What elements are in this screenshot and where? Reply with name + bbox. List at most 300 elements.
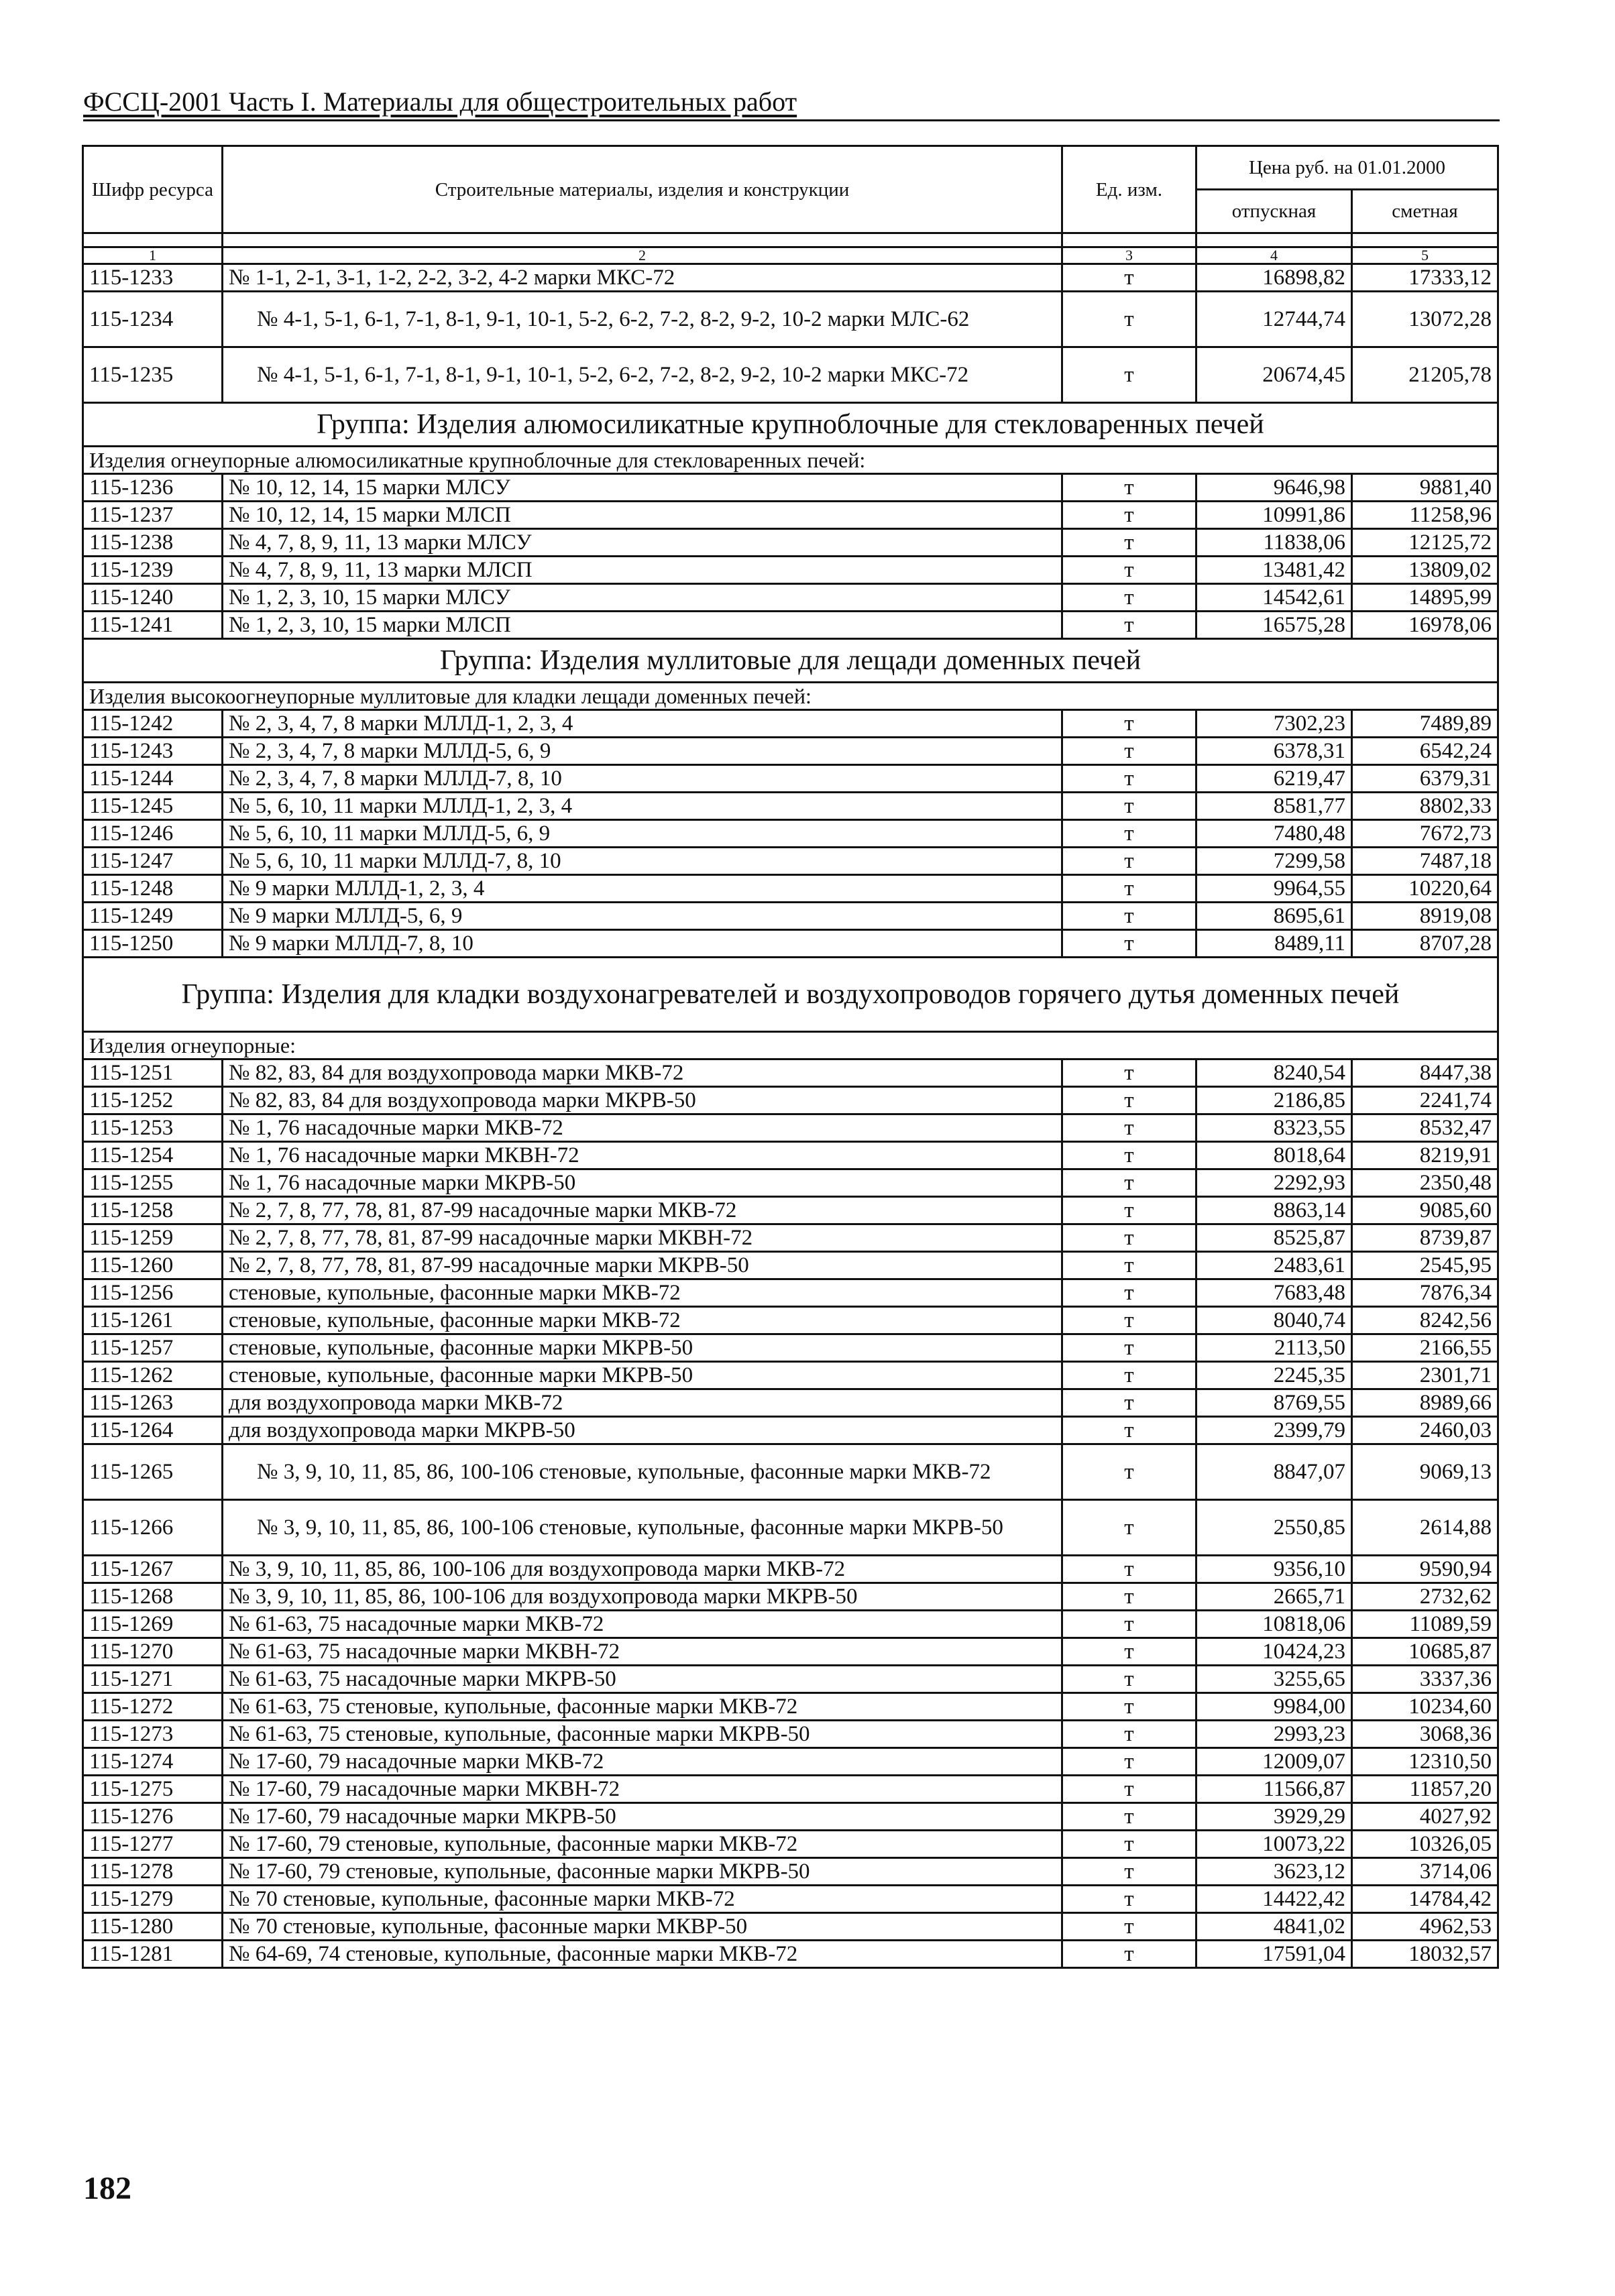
subheading-row — [83, 447, 1498, 474]
unit-of-measure: т — [1062, 710, 1196, 738]
material-name: № 64-69, 74 стеновые, купольные, фасонные марки МКВ-72 — [223, 1941, 1062, 1968]
header-rule — [83, 119, 1500, 121]
material-name: № 82, 83, 84 для воздухопровода марки МКВ-72 — [223, 1059, 1062, 1087]
material-name: для воздухопровода марки МКРВ-50 — [223, 1417, 1062, 1444]
material-name: № 17-60, 79 насадочные марки МКВН-72 — [223, 1776, 1062, 1803]
estimate-price: 7876,34 — [1352, 1279, 1498, 1307]
release-price: 20674,45 — [1196, 347, 1352, 403]
release-price: 7480,48 — [1196, 820, 1352, 848]
resource-code: 115-1240 — [83, 584, 223, 612]
unit-of-measure: т — [1062, 1748, 1196, 1776]
resource-code: 115-1270 — [83, 1638, 223, 1666]
material-name: № 5, 6, 10, 11 марки МЛЛД-5, 6, 9 — [223, 820, 1062, 848]
unit-of-measure: т — [1062, 1252, 1196, 1279]
material-name: № 10, 12, 14, 15 марки МЛСП — [223, 502, 1062, 529]
table-row — [83, 710, 1498, 738]
estimate-price: 10220,64 — [1352, 875, 1498, 903]
estimate-price: 2241,74 — [1352, 1087, 1498, 1114]
estimate-price: 7672,73 — [1352, 820, 1498, 848]
estimate-price: 2460,03 — [1352, 1417, 1498, 1444]
unit-of-measure: т — [1062, 875, 1196, 903]
unit-of-measure: т — [1062, 1059, 1196, 1087]
table-row — [83, 1666, 1498, 1693]
table-row — [83, 1224, 1498, 1252]
material-name: № 10, 12, 14, 15 марки МЛСУ — [223, 474, 1062, 502]
material-name: № 2, 3, 4, 7, 8 марки МЛЛД-5, 6, 9 — [223, 738, 1062, 765]
release-price: 10424,23 — [1196, 1638, 1352, 1666]
release-price: 8323,55 — [1196, 1114, 1352, 1142]
estimate-price: 14895,99 — [1352, 584, 1498, 612]
unit-of-measure: т — [1062, 1941, 1196, 1968]
release-price: 8018,64 — [1196, 1142, 1352, 1169]
price-table — [82, 145, 1499, 1969]
release-price: 8847,07 — [1196, 1444, 1352, 1500]
estimate-price: 11857,20 — [1352, 1776, 1498, 1803]
estimate-price: 8802,33 — [1352, 793, 1498, 820]
unit-of-measure: т — [1062, 930, 1196, 958]
material-name: № 1, 76 насадочные марки МКВ-72 — [223, 1114, 1062, 1142]
unit-of-measure: т — [1062, 1776, 1196, 1803]
col-number: 4 — [1196, 247, 1352, 264]
resource-code: 115-1233 — [83, 264, 223, 292]
estimate-price: 13072,28 — [1352, 292, 1498, 347]
table-row — [83, 1417, 1498, 1444]
material-name: № 1, 76 насадочные марки МКВН-72 — [223, 1142, 1062, 1169]
estimate-price: 12125,72 — [1352, 529, 1498, 557]
table-row — [83, 875, 1498, 903]
unit-of-measure: т — [1062, 1389, 1196, 1417]
resource-code: 115-1242 — [83, 710, 223, 738]
estimate-price: 2545,95 — [1352, 1252, 1498, 1279]
material-name: № 1, 2, 3, 10, 15 марки МЛСП — [223, 612, 1062, 639]
running-header: ФССЦ-2001 Часть I. Материалы для общестроительных работ — [83, 87, 797, 117]
material-name: № 17-60, 79 стеновые, купольные, фасонные марки МКВ-72 — [223, 1831, 1062, 1858]
material-name: № 17-60, 79 насадочные марки МКРВ-50 — [223, 1803, 1062, 1831]
estimate-price: 10685,87 — [1352, 1638, 1498, 1666]
release-price: 2113,50 — [1196, 1334, 1352, 1362]
table-row — [83, 1279, 1498, 1307]
resource-code: 115-1234 — [83, 292, 223, 347]
subheading: Изделия высокоогнеупорные муллитовые для кладки лещади доменных печей: — [83, 683, 1498, 710]
estimate-price: 6379,31 — [1352, 765, 1498, 793]
table-row — [83, 1638, 1498, 1666]
material-name: № 1, 2, 3, 10, 15 марки МЛСУ — [223, 584, 1062, 612]
table-row — [83, 1389, 1498, 1417]
material-name: № 3, 9, 10, 11, 85, 86, 100-106 для воздухопровода марки МКРВ-50 — [223, 1583, 1062, 1611]
material-name: стеновые, купольные, фасонные марки МКВ-72 — [223, 1307, 1062, 1334]
resource-code: 115-1271 — [83, 1666, 223, 1693]
release-price: 16898,82 — [1196, 264, 1352, 292]
table-row — [83, 793, 1498, 820]
material-name: № 61-63, 75 насадочные марки МКРВ-50 — [223, 1666, 1062, 1693]
estimate-price: 2732,62 — [1352, 1583, 1498, 1611]
unit-of-measure: т — [1062, 292, 1196, 347]
estimate-price: 14784,42 — [1352, 1886, 1498, 1913]
estimate-price: 2301,71 — [1352, 1362, 1498, 1389]
unit-of-measure: т — [1062, 765, 1196, 793]
estimate-price: 9590,94 — [1352, 1556, 1498, 1583]
material-name: № 5, 6, 10, 11 марки МЛЛД-7, 8, 10 — [223, 848, 1062, 875]
resource-code: 115-1275 — [83, 1776, 223, 1803]
estimate-price: 10326,05 — [1352, 1831, 1498, 1858]
material-name: № 2, 3, 4, 7, 8 марки МЛЛД-1, 2, 3, 4 — [223, 710, 1062, 738]
unit-of-measure: т — [1062, 1721, 1196, 1748]
unit-of-measure: т — [1062, 1693, 1196, 1721]
table-row — [83, 1611, 1498, 1638]
unit-of-measure: т — [1062, 1583, 1196, 1611]
table-row — [83, 1913, 1498, 1941]
column-numbers-row — [83, 247, 1498, 264]
col-number: 5 — [1352, 247, 1498, 264]
table-row — [83, 1803, 1498, 1831]
resource-code: 115-1244 — [83, 765, 223, 793]
table-row — [83, 1556, 1498, 1583]
unit-of-measure: т — [1062, 584, 1196, 612]
estimate-price: 2166,55 — [1352, 1334, 1498, 1362]
unit-of-measure: т — [1062, 1417, 1196, 1444]
table-row — [83, 848, 1498, 875]
release-price: 4841,02 — [1196, 1913, 1352, 1941]
material-name: № 1-1, 2-1, 3-1, 1-2, 2-2, 3-2, 4-2 марки МКС-72 — [223, 264, 1062, 292]
resource-code: 115-1267 — [83, 1556, 223, 1583]
resource-code: 115-1280 — [83, 1913, 223, 1941]
resource-code: 115-1259 — [83, 1224, 223, 1252]
estimate-price: 2350,48 — [1352, 1169, 1498, 1197]
table-row — [83, 612, 1498, 639]
release-price: 12009,07 — [1196, 1748, 1352, 1776]
release-price: 8525,87 — [1196, 1224, 1352, 1252]
estimate-price: 11258,96 — [1352, 502, 1498, 529]
group-row — [83, 403, 1498, 447]
col-number: 3 — [1062, 247, 1196, 264]
group-row — [83, 958, 1498, 1032]
table-row — [83, 1307, 1498, 1334]
release-price: 9646,98 — [1196, 474, 1352, 502]
release-price: 3255,65 — [1196, 1666, 1352, 1693]
resource-code: 115-1260 — [83, 1252, 223, 1279]
resource-code: 115-1278 — [83, 1858, 223, 1886]
resource-code: 115-1248 — [83, 875, 223, 903]
material-name: № 2, 3, 4, 7, 8 марки МЛЛД-7, 8, 10 — [223, 765, 1062, 793]
resource-code: 115-1261 — [83, 1307, 223, 1334]
resource-code: 115-1276 — [83, 1803, 223, 1831]
material-name: № 2, 7, 8, 77, 78, 81, 87-99 насадочные марки МКВ-72 — [223, 1197, 1062, 1224]
estimate-price: 2614,88 — [1352, 1500, 1498, 1556]
resource-code: 115-1247 — [83, 848, 223, 875]
col-header-release: отпускная — [1196, 190, 1352, 233]
release-price: 9964,55 — [1196, 875, 1352, 903]
material-name: № 4-1, 5-1, 6-1, 7-1, 8-1, 9-1, 10-1, 5-2, 6-2, 7-2, 8-2, 9-2, 10-2 марки МЛС-62 — [223, 292, 1062, 347]
unit-of-measure: т — [1062, 1197, 1196, 1224]
release-price: 3929,29 — [1196, 1803, 1352, 1831]
release-price: 6378,31 — [1196, 738, 1352, 765]
material-name: стеновые, купольные, фасонные марки МКВ-72 — [223, 1279, 1062, 1307]
resource-code: 115-1252 — [83, 1087, 223, 1114]
table-row — [83, 1444, 1498, 1500]
unit-of-measure: т — [1062, 1803, 1196, 1831]
resource-code: 115-1249 — [83, 903, 223, 930]
estimate-price: 9069,13 — [1352, 1444, 1498, 1500]
resource-code: 115-1274 — [83, 1748, 223, 1776]
table-row — [83, 1059, 1498, 1087]
unit-of-measure: т — [1062, 347, 1196, 403]
table-row — [83, 264, 1498, 292]
table-row — [83, 1142, 1498, 1169]
table-body — [83, 264, 1498, 1968]
release-price: 8489,11 — [1196, 930, 1352, 958]
table-row — [83, 557, 1498, 584]
table-row — [83, 529, 1498, 557]
release-price: 10991,86 — [1196, 502, 1352, 529]
estimate-price: 4027,92 — [1352, 1803, 1498, 1831]
resource-code: 115-1266 — [83, 1500, 223, 1556]
release-price: 7299,58 — [1196, 848, 1352, 875]
resource-code: 115-1254 — [83, 1142, 223, 1169]
release-price: 16575,28 — [1196, 612, 1352, 639]
resource-code: 115-1258 — [83, 1197, 223, 1224]
release-price: 8040,74 — [1196, 1307, 1352, 1334]
release-price: 13481,42 — [1196, 557, 1352, 584]
resource-code: 115-1273 — [83, 1721, 223, 1748]
release-price: 2993,23 — [1196, 1721, 1352, 1748]
unit-of-measure: т — [1062, 1279, 1196, 1307]
release-price: 2292,93 — [1196, 1169, 1352, 1197]
table-row — [83, 1721, 1498, 1748]
resource-code: 115-1235 — [83, 347, 223, 403]
table-row — [83, 474, 1498, 502]
table-row — [83, 1362, 1498, 1389]
estimate-price: 9881,40 — [1352, 474, 1498, 502]
material-name: № 5, 6, 10, 11 марки МЛЛД-1, 2, 3, 4 — [223, 793, 1062, 820]
release-price: 9356,10 — [1196, 1556, 1352, 1583]
material-name: № 3, 9, 10, 11, 85, 86, 100-106 для воздухопровода марки МКВ-72 — [223, 1556, 1062, 1583]
unit-of-measure: т — [1062, 557, 1196, 584]
subheading: Изделия огнеупорные алюмосиликатные крупноблочные для стекловаренных печей: — [83, 447, 1498, 474]
resource-code: 115-1251 — [83, 1059, 223, 1087]
material-name: № 4, 7, 8, 9, 11, 13 марки МЛСУ — [223, 529, 1062, 557]
unit-of-measure: т — [1062, 793, 1196, 820]
estimate-price: 13809,02 — [1352, 557, 1498, 584]
table-row — [83, 1169, 1498, 1197]
col-number: 2 — [223, 247, 1062, 264]
unit-of-measure: т — [1062, 1913, 1196, 1941]
material-name: № 82, 83, 84 для воздухопровода марки МКРВ-50 — [223, 1087, 1062, 1114]
release-price: 14542,61 — [1196, 584, 1352, 612]
resource-code: 115-1277 — [83, 1831, 223, 1858]
estimate-price: 21205,78 — [1352, 347, 1498, 403]
release-price: 17591,04 — [1196, 1941, 1352, 1968]
material-name: № 61-63, 75 стеновые, купольные, фасонные марки МКРВ-50 — [223, 1721, 1062, 1748]
resource-code: 115-1245 — [83, 793, 223, 820]
estimate-price: 6542,24 — [1352, 738, 1498, 765]
estimate-price: 4962,53 — [1352, 1913, 1498, 1941]
page-number: 182 — [83, 2171, 131, 2206]
table-row — [83, 1886, 1498, 1913]
estimate-price: 9085,60 — [1352, 1197, 1498, 1224]
material-name: № 17-60, 79 насадочные марки МКВ-72 — [223, 1748, 1062, 1776]
unit-of-measure: т — [1062, 820, 1196, 848]
material-name: для воздухопровода марки МКВ-72 — [223, 1389, 1062, 1417]
resource-code: 115-1279 — [83, 1886, 223, 1913]
resource-code: 115-1253 — [83, 1114, 223, 1142]
estimate-price: 3337,36 — [1352, 1666, 1498, 1693]
col-header-code: Шифр ресурса — [83, 146, 223, 233]
release-price: 10818,06 — [1196, 1611, 1352, 1638]
resource-code: 115-1257 — [83, 1334, 223, 1362]
resource-code: 115-1272 — [83, 1693, 223, 1721]
release-price: 9984,00 — [1196, 1693, 1352, 1721]
unit-of-measure: т — [1062, 1169, 1196, 1197]
estimate-price: 8739,87 — [1352, 1224, 1498, 1252]
material-name: № 4, 7, 8, 9, 11, 13 марки МЛСП — [223, 557, 1062, 584]
release-price: 8581,77 — [1196, 793, 1352, 820]
estimate-price: 8219,91 — [1352, 1142, 1498, 1169]
table-row — [83, 1334, 1498, 1362]
release-price: 8240,54 — [1196, 1059, 1352, 1087]
unit-of-measure: т — [1062, 1224, 1196, 1252]
material-name: № 17-60, 79 стеновые, купольные, фасонные марки МКРВ-50 — [223, 1858, 1062, 1886]
resource-code: 115-1263 — [83, 1389, 223, 1417]
table-row — [83, 1087, 1498, 1114]
release-price: 11838,06 — [1196, 529, 1352, 557]
material-name: № 9 марки МЛЛД-7, 8, 10 — [223, 930, 1062, 958]
release-price: 2483,61 — [1196, 1252, 1352, 1279]
release-price: 3623,12 — [1196, 1858, 1352, 1886]
release-price: 2245,35 — [1196, 1362, 1352, 1389]
unit-of-measure: т — [1062, 529, 1196, 557]
material-name: № 2, 7, 8, 77, 78, 81, 87-99 насадочные марки МКВН-72 — [223, 1224, 1062, 1252]
resource-code: 115-1241 — [83, 612, 223, 639]
estimate-price: 7487,18 — [1352, 848, 1498, 875]
material-name: № 2, 7, 8, 77, 78, 81, 87-99 насадочные марки МКРВ-50 — [223, 1252, 1062, 1279]
unit-of-measure: т — [1062, 474, 1196, 502]
unit-of-measure: т — [1062, 1831, 1196, 1858]
estimate-price: 18032,57 — [1352, 1941, 1498, 1968]
material-name: № 9 марки МЛЛД-1, 2, 3, 4 — [223, 875, 1062, 903]
table-row — [83, 1252, 1498, 1279]
release-price: 2665,71 — [1196, 1583, 1352, 1611]
resource-code: 115-1268 — [83, 1583, 223, 1611]
resource-code: 115-1250 — [83, 930, 223, 958]
table-row — [83, 502, 1498, 529]
header-spacer — [83, 233, 1498, 247]
estimate-price: 3714,06 — [1352, 1858, 1498, 1886]
subheading-row — [83, 1032, 1498, 1059]
estimate-price: 10234,60 — [1352, 1693, 1498, 1721]
estimate-price: 8447,38 — [1352, 1059, 1498, 1087]
table-row — [83, 1500, 1498, 1556]
table-row — [83, 930, 1498, 958]
group-heading: Группа: Изделия алюмосиликатные крупноблочные для стекловаренных печей — [83, 403, 1498, 447]
resource-code: 115-1269 — [83, 1611, 223, 1638]
table-row — [83, 1114, 1498, 1142]
material-name: стеновые, купольные, фасонные марки МКРВ-50 — [223, 1362, 1062, 1389]
group-heading: Группа: Изделия муллитовые для лещади доменных печей — [83, 639, 1498, 683]
unit-of-measure: т — [1062, 1334, 1196, 1362]
col-number: 1 — [83, 247, 223, 264]
col-header-unit: Ед. изм. — [1062, 146, 1196, 233]
unit-of-measure: т — [1062, 502, 1196, 529]
material-name: № 3, 9, 10, 11, 85, 86, 100-106 стеновые, купольные, фасонные марки МКВ-72 — [223, 1444, 1062, 1500]
unit-of-measure: т — [1062, 1556, 1196, 1583]
material-name: № 70 стеновые, купольные, фасонные марки МКВ-72 — [223, 1886, 1062, 1913]
subheading: Изделия огнеупорные: — [83, 1032, 1498, 1059]
unit-of-measure: т — [1062, 1114, 1196, 1142]
resource-code: 115-1243 — [83, 738, 223, 765]
material-name: № 61-63, 75 насадочные марки МКВ-72 — [223, 1611, 1062, 1638]
subheading-row — [83, 683, 1498, 710]
table-row — [83, 1693, 1498, 1721]
resource-code: 115-1238 — [83, 529, 223, 557]
table-row — [83, 820, 1498, 848]
material-name: № 1, 76 насадочные марки МКРВ-50 — [223, 1169, 1062, 1197]
release-price: 2550,85 — [1196, 1500, 1352, 1556]
table-row — [83, 1197, 1498, 1224]
unit-of-measure: т — [1062, 1142, 1196, 1169]
unit-of-measure: т — [1062, 264, 1196, 292]
estimate-price: 12310,50 — [1352, 1748, 1498, 1776]
material-name: № 4-1, 5-1, 6-1, 7-1, 8-1, 9-1, 10-1, 5-2, 6-2, 7-2, 8-2, 9-2, 10-2 марки МКС-72 — [223, 347, 1062, 403]
material-name: № 61-63, 75 стеновые, купольные, фасонные марки МКВ-72 — [223, 1693, 1062, 1721]
estimate-price: 16978,06 — [1352, 612, 1498, 639]
estimate-price: 3068,36 — [1352, 1721, 1498, 1748]
release-price: 8695,61 — [1196, 903, 1352, 930]
estimate-price: 17333,12 — [1352, 264, 1498, 292]
col-header-estimate: сметная — [1352, 190, 1498, 233]
resource-code: 115-1281 — [83, 1941, 223, 1968]
unit-of-measure: т — [1062, 1886, 1196, 1913]
material-name: № 9 марки МЛЛД-5, 6, 9 — [223, 903, 1062, 930]
unit-of-measure: т — [1062, 1638, 1196, 1666]
unit-of-measure: т — [1062, 1858, 1196, 1886]
col-header-name: Строительные материалы, изделия и конструкции — [223, 146, 1062, 233]
resource-code: 115-1255 — [83, 1169, 223, 1197]
release-price: 14422,42 — [1196, 1886, 1352, 1913]
release-price: 11566,87 — [1196, 1776, 1352, 1803]
release-price: 8769,55 — [1196, 1389, 1352, 1417]
group-heading: Группа: Изделия для кладки воздухонагревателей и воздухопроводов горячего дутья доменных печей — [83, 958, 1498, 1032]
table-row — [83, 1583, 1498, 1611]
table-row — [83, 765, 1498, 793]
unit-of-measure: т — [1062, 1444, 1196, 1500]
unit-of-measure: т — [1062, 738, 1196, 765]
resource-code: 115-1246 — [83, 820, 223, 848]
resource-code: 115-1262 — [83, 1362, 223, 1389]
estimate-price: 11089,59 — [1352, 1611, 1498, 1638]
unit-of-measure: т — [1062, 1362, 1196, 1389]
estimate-price: 8989,66 — [1352, 1389, 1498, 1417]
resource-code: 115-1265 — [83, 1444, 223, 1500]
release-price: 12744,74 — [1196, 292, 1352, 347]
table-row — [83, 292, 1498, 347]
resource-code: 115-1236 — [83, 474, 223, 502]
resource-code: 115-1239 — [83, 557, 223, 584]
release-price: 6219,47 — [1196, 765, 1352, 793]
unit-of-measure: т — [1062, 1087, 1196, 1114]
table-row — [83, 1748, 1498, 1776]
material-name: № 61-63, 75 насадочные марки МКВН-72 — [223, 1638, 1062, 1666]
table-row — [83, 1941, 1498, 1968]
unit-of-measure: т — [1062, 1611, 1196, 1638]
material-name: № 70 стеновые, купольные, фасонные марки МКВР-50 — [223, 1913, 1062, 1941]
material-name: № 3, 9, 10, 11, 85, 86, 100-106 стеновые, купольные, фасонные марки МКРВ-50 — [223, 1500, 1062, 1556]
unit-of-measure: т — [1062, 612, 1196, 639]
resource-code: 115-1256 — [83, 1279, 223, 1307]
table-row — [83, 1831, 1498, 1858]
estimate-price: 8919,08 — [1352, 903, 1498, 930]
table-row — [83, 738, 1498, 765]
table-row — [83, 1858, 1498, 1886]
